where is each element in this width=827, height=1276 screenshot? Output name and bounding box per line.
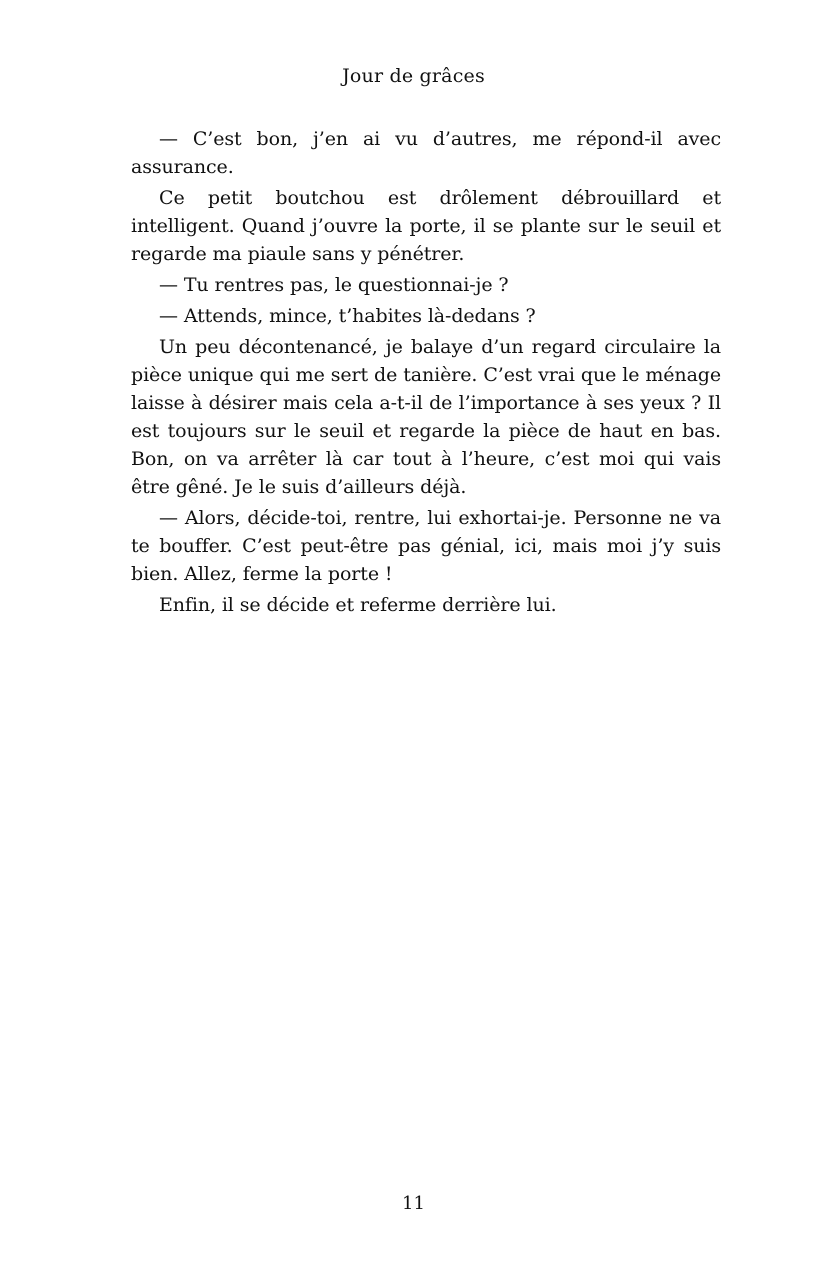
paragraph: Un peu décontenancé, je balaye d’un regard circulaire la pièce unique qui me sert de tanière. C’est vrai que le ménage laisse à désirer mais cela a-t-il de l’importance à ses yeux ? Il est toujours sur le seuil et regarde la pièce de haut en bas. Bon, on va arrêter là car tout à l’heure, c’est moi qui vais être gêné. Je le suis d’ailleurs déjà. bbox=[131, 336, 721, 498]
body-text bbox=[131, 125, 721, 622]
running-header: Jour de grâces bbox=[342, 65, 485, 87]
paragraph: Enfin, il se décide et referme derrière lui. bbox=[159, 594, 557, 616]
paragraph: — C’est bon, j’en ai vu d’autres, me répond-il avec assurance. bbox=[131, 128, 721, 178]
paragraph: — Tu rentres pas, le questionnai-je ? bbox=[159, 274, 509, 296]
paragraph: Ce petit boutchou est drôlement débrouillard et intelligent. Quand j’ouvre la porte, il se plante sur le seuil et regarde ma piaule sans y pénétrer. bbox=[131, 187, 721, 265]
paragraph: — Attends, mince, t’habites là-dedans ? bbox=[159, 305, 536, 327]
paragraph: — Alors, décide-toi, rentre, lui exhortai-je. Personne ne va te bouffer. C’est peut-être pas génial, ici, mais moi j’y suis bien. Allez, ferme la porte ! bbox=[131, 507, 721, 585]
page-number: 11 bbox=[402, 1193, 425, 1214]
